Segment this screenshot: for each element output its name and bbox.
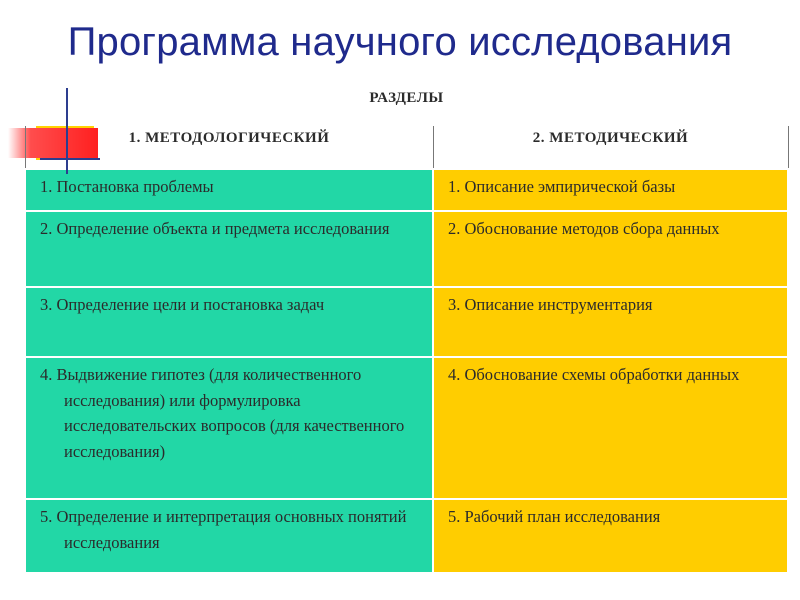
methodical-item-3: 3. Описание инструментария [448,295,653,314]
methodological-cell [25,499,433,573]
methodological-cell [25,169,433,211]
methodological-item-3: 3. Определение цели и постановка задач [40,295,325,314]
methodical-item-1: 1. Описание эмпирической базы [448,177,676,196]
table-header-row [25,85,788,125]
methodological-item-4: 4. Выдвижение гипотез (для количественного исследования) или формулировка исследовательских вопросов (для качественного исследования) [40,365,405,461]
column-header-methodological: 1. МЕТОДОЛОГИЧЕСКИЙ [25,125,433,169]
methodological-item-5: 5. Определение и интерпретация основных понятий исследования [40,507,407,552]
table-row [25,287,788,357]
table-row [25,357,788,499]
column-header-row [25,125,788,169]
methodical-cell [433,287,788,357]
methodical-item-2: 2. Обоснование методов сбора данных [448,219,720,238]
methodical-cell [433,211,788,287]
methodical-item-5: 5. Рабочий план исследования [448,507,661,526]
table-row [25,169,788,211]
methodological-item-1: 1. Постановка проблемы [40,177,214,196]
methodological-cell [25,211,433,287]
sections-header: РАЗДЕЛЫ [25,85,788,125]
table-row [25,499,788,573]
methodical-cell [433,357,788,499]
methodical-item-4: 4. Обоснование схемы обработки данных [448,365,740,384]
page-title: Программа научного исследования [67,20,733,64]
methodological-item-2: 2. Определение объекта и предмета исследования [40,219,390,238]
methodological-cell [25,357,433,499]
methodological-cell [25,287,433,357]
table-row [25,211,788,287]
decor-vertical-line [66,88,68,174]
methodical-cell [433,169,788,211]
column-header-methodical: 2. МЕТОДИЧЕСКИЙ [433,125,788,169]
methodical-cell [433,499,788,573]
decor-horizontal-line [40,158,100,160]
sections-table [24,84,789,574]
